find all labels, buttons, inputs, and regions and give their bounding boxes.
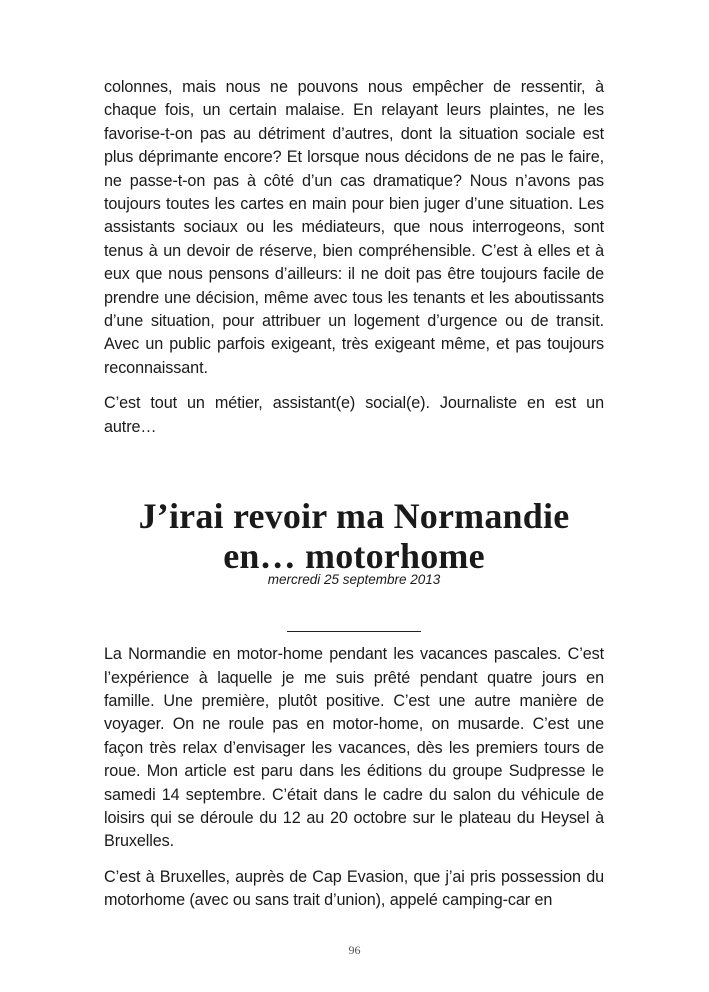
section-divider xyxy=(287,631,421,632)
body-paragraph: C’est tout un métier, assistant(e) social(e). Journaliste en est un autre… xyxy=(104,394,604,436)
article-title xyxy=(104,496,604,576)
body-paragraph: colonnes, mais nous ne pouvons nous empêcher de ressentir, à chaque fois, un certain malaise. En relayant leurs plaintes, ne les favorise-t-on pas au détriment d’autres, dont la situation sociale est plus déprimante encore? Et lorsque nous décidons de ne pas le faire, ne passe-t-on pas à côté d’un cas dramatique? Nous n’avons pas toujours toutes les cartes en main pour bien juger d’une situation. Les assistants sociaux ou les médiateurs, que nous interrogeons, sont tenus à un devoir de réserve, bien compréhensible. C’est à elles et à eux que nous pensons d’ailleurs: il ne doit pas être toujours facile de prendre une décision, même avec tous les tenants et les aboutissants d’une situation, pour attribuer un logement d’urgence ou de transit. Avec un public parfois exigeant, très exigeant même, et pas toujours reconnaissant. xyxy=(104,78,604,377)
article-paragraph: C’est à Bruxelles, auprès de Cap Evasion, que j’ai pris possession du motorhome (avec ou sans trait d’union), appelé camping-car en xyxy=(104,867,604,910)
article-title-line-1: J’irai revoir ma Normandie xyxy=(138,496,570,537)
article-title-line-2: en… motorhome xyxy=(223,536,485,577)
article-paragraph: La Normandie en motor-home pendant les vacances pascales. C’est l’expérience à laquelle je me suis prêté pendant quatre jours en famille. Une première, plutôt positive. C’est une autre manière de voyager. On ne roule pas en motor-home, on musarde. C’est une façon très relax d’envisager les vacances, dès les premiers tours de roue. Mon article est paru dans les éditions du groupe Sudpresse le samedi 14 septembre. C’était dans le cadre du salon du véhicule de loisirs qui se déroule du 12 au 20 octobre sur le plateau du Heysel à Bruxelles. xyxy=(104,645,604,851)
article-date: mercredi 25 septembre 2013 xyxy=(267,572,441,588)
page-number: 96 xyxy=(348,943,361,957)
page-content xyxy=(104,76,604,925)
